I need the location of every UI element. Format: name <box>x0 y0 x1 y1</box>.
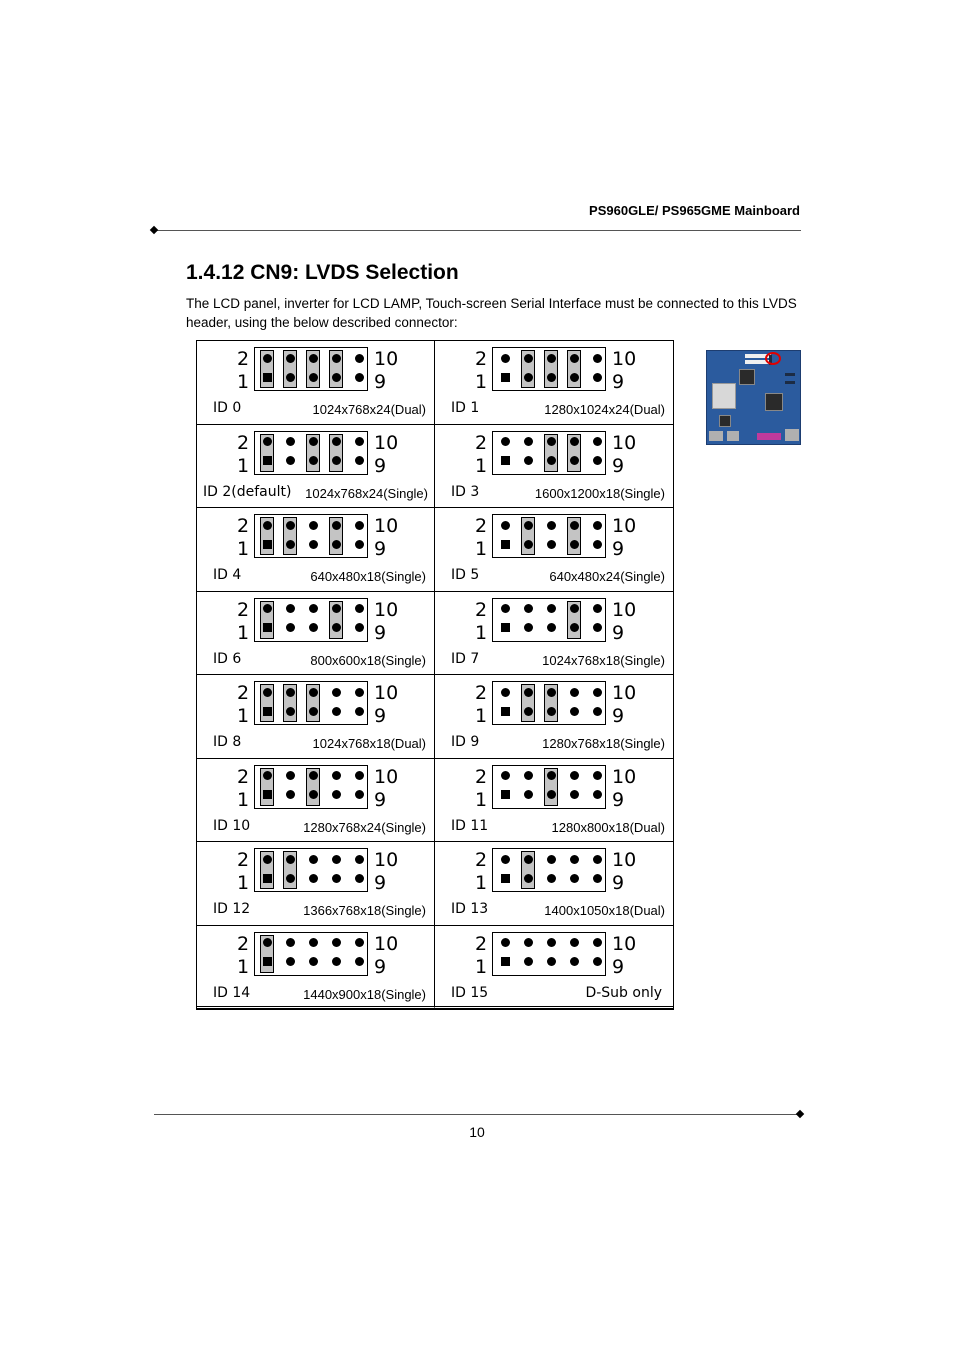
pin <box>524 707 533 716</box>
pin <box>570 540 579 549</box>
pin-label-10: 10 <box>612 849 637 871</box>
setting-id: ID 2(default) <box>203 483 292 500</box>
pin <box>524 456 533 465</box>
pin <box>263 771 272 780</box>
lvds-setting-cell <box>197 759 435 843</box>
pin <box>263 938 272 947</box>
pin <box>593 354 602 363</box>
pin <box>355 437 364 446</box>
pin <box>547 957 556 966</box>
pin <box>355 874 364 883</box>
setting-id: ID 0 <box>213 400 242 416</box>
setting-resolution: 1024x768x24(Dual) <box>312 402 426 417</box>
pin <box>547 354 556 363</box>
pin-label-2: 2 <box>475 849 488 871</box>
lvds-setting-cell <box>197 842 435 926</box>
pin <box>570 707 579 716</box>
setting-resolution: 1024x768x24(Single) <box>305 485 428 501</box>
pin <box>524 354 533 363</box>
lvds-setting-cell <box>435 926 673 1010</box>
pin-label-1: 1 <box>475 538 488 560</box>
pin-header-diagram <box>254 347 368 391</box>
lvds-setting-cell <box>435 842 673 926</box>
pin-label-9: 9 <box>374 872 387 894</box>
pin <box>547 688 556 697</box>
pin <box>501 855 510 864</box>
lvds-setting-cell <box>435 425 673 509</box>
pin <box>355 938 364 947</box>
pin <box>286 688 295 697</box>
pin-header-diagram <box>492 932 606 976</box>
pin <box>286 456 295 465</box>
lvds-setting-cell <box>435 341 673 425</box>
pin <box>524 938 533 947</box>
pin <box>524 373 533 382</box>
pin-label-10: 10 <box>612 348 637 370</box>
pin-label-1: 1 <box>237 955 250 978</box>
pin <box>332 874 341 883</box>
pin-header-diagram <box>492 347 606 391</box>
pin <box>501 354 510 363</box>
setting-resolution: 1280x768x24(Single) <box>303 819 426 835</box>
pin <box>570 623 579 632</box>
pin-1-square <box>263 957 272 966</box>
pin-header-diagram <box>254 681 368 725</box>
pin <box>547 623 556 632</box>
pin <box>355 957 364 966</box>
pin <box>570 354 579 363</box>
pin-label-2: 2 <box>237 598 250 621</box>
setting-resolution: 1024x768x18(Single) <box>542 652 665 668</box>
pin <box>547 456 556 465</box>
pin <box>570 373 579 382</box>
pin-label-1: 1 <box>475 454 488 477</box>
pin-1-square <box>501 456 510 465</box>
pin-label-10: 10 <box>612 598 637 621</box>
pin <box>332 623 341 632</box>
pin <box>570 855 579 864</box>
pin <box>332 604 341 613</box>
pin <box>355 604 364 613</box>
pin-label-1: 1 <box>237 705 250 727</box>
pin <box>332 855 341 864</box>
pin-header-diagram <box>254 848 368 892</box>
pin-label-2: 2 <box>475 598 488 621</box>
pin <box>593 771 602 780</box>
pin <box>332 456 341 465</box>
pin <box>286 437 295 446</box>
pin <box>524 540 533 549</box>
pin-header-diagram <box>254 598 368 642</box>
pin-1-square <box>263 373 272 382</box>
pin-label-9: 9 <box>374 621 387 644</box>
pin <box>547 540 556 549</box>
pin <box>355 855 364 864</box>
setting-id: ID 1 <box>451 400 480 416</box>
pin-label-2: 2 <box>475 515 488 537</box>
setting-id: ID 12 <box>213 901 251 917</box>
pin <box>286 623 295 632</box>
setting-resolution: 640x480x18(Single) <box>310 569 426 584</box>
pin <box>355 688 364 697</box>
pin-label-1: 1 <box>475 621 488 644</box>
pin <box>593 855 602 864</box>
pin <box>570 456 579 465</box>
pin <box>355 540 364 549</box>
pin <box>286 540 295 549</box>
pin <box>524 855 533 864</box>
pin-1-square <box>501 623 510 632</box>
pin <box>309 957 318 966</box>
lvds-setting-cell <box>197 675 435 759</box>
pin <box>524 688 533 697</box>
setting-id: ID 13 <box>451 901 489 917</box>
pin-label-2: 2 <box>237 348 250 370</box>
pin-header-diagram <box>492 848 606 892</box>
pin <box>570 790 579 799</box>
pin-label-2: 2 <box>237 765 250 788</box>
pin <box>593 688 602 697</box>
lvds-setting-cell <box>435 675 673 759</box>
pin-header-diagram <box>492 765 606 809</box>
lvds-setting-cell <box>435 759 673 843</box>
lvds-setting-cell <box>435 508 673 592</box>
pin <box>286 957 295 966</box>
pin-1-square <box>263 707 272 716</box>
pin <box>286 707 295 716</box>
pin <box>309 437 318 446</box>
pin <box>547 790 556 799</box>
pin <box>547 707 556 716</box>
pin <box>286 938 295 947</box>
pin-1-square <box>501 957 510 966</box>
pin <box>309 540 318 549</box>
pin-label-9: 9 <box>374 788 387 811</box>
pin <box>332 437 341 446</box>
lvds-setting-cell <box>197 508 435 592</box>
pin-label-10: 10 <box>612 431 637 454</box>
pin-label-10: 10 <box>374 431 399 454</box>
setting-id: ID 8 <box>213 734 242 750</box>
pin <box>593 437 602 446</box>
pin <box>570 604 579 613</box>
pin-1-square <box>263 790 272 799</box>
pin <box>524 771 533 780</box>
pin <box>332 790 341 799</box>
setting-resolution: 1280x1024x24(Dual) <box>544 402 665 417</box>
setting-resolution: 1024x768x18(Dual) <box>312 736 426 751</box>
pin-header-diagram <box>254 514 368 558</box>
pin <box>547 874 556 883</box>
pin-label-2: 2 <box>237 431 250 454</box>
pin <box>547 521 556 530</box>
pin <box>332 373 341 382</box>
pin <box>524 437 533 446</box>
pin <box>309 771 318 780</box>
pin <box>547 938 556 947</box>
header-title: PS960GLE/ PS965GME Mainboard <box>589 203 800 218</box>
setting-id: ID 7 <box>451 650 480 667</box>
setting-resolution: 800x600x18(Single) <box>310 652 426 668</box>
pin-label-1: 1 <box>475 955 488 978</box>
lvds-setting-cell <box>435 592 673 676</box>
pin-label-2: 2 <box>475 348 488 370</box>
pin-label-10: 10 <box>612 515 637 537</box>
pin <box>593 957 602 966</box>
pin <box>593 540 602 549</box>
section-title: 1.4.12 CN9: LVDS Selection <box>186 261 459 284</box>
pin <box>524 790 533 799</box>
pin <box>501 771 510 780</box>
pin <box>286 790 295 799</box>
pin-label-1: 1 <box>237 872 250 894</box>
pin <box>263 354 272 363</box>
setting-resolution: 1280x800x18(Dual) <box>551 819 665 835</box>
diamond-bullet-icon <box>796 1110 804 1118</box>
pin-header-diagram <box>492 514 606 558</box>
pin-1-square <box>501 874 510 883</box>
pin <box>309 623 318 632</box>
setting-resolution: 640x480x24(Single) <box>549 569 665 584</box>
pin-1-square <box>263 456 272 465</box>
setting-id: ID 4 <box>213 567 242 583</box>
pin <box>501 938 510 947</box>
pin-1-square <box>263 874 272 883</box>
pin <box>332 688 341 697</box>
pin-label-1: 1 <box>237 454 250 477</box>
pin-label-9: 9 <box>612 371 625 393</box>
pin-label-9: 9 <box>612 705 625 727</box>
lvds-setting-cell <box>197 341 435 425</box>
pin-label-2: 2 <box>237 932 250 955</box>
setting-resolution: 1280x768x18(Single) <box>542 736 665 751</box>
pin <box>524 521 533 530</box>
pin-header-diagram <box>492 681 606 725</box>
pin-1-square <box>501 373 510 382</box>
setting-resolution: D-Sub only <box>585 984 662 1001</box>
pin-label-10: 10 <box>374 515 399 537</box>
pin <box>332 938 341 947</box>
pin-1-square <box>501 790 510 799</box>
setting-resolution: 1440x900x18(Single) <box>303 986 426 1002</box>
pin <box>524 604 533 613</box>
pin <box>286 771 295 780</box>
pin <box>570 521 579 530</box>
pin <box>263 521 272 530</box>
pin <box>593 623 602 632</box>
setting-id: ID 15 <box>451 984 489 1001</box>
pin <box>286 521 295 530</box>
pin <box>332 771 341 780</box>
setting-resolution: 1400x1050x18(Dual) <box>544 903 665 918</box>
pin-label-10: 10 <box>612 765 637 788</box>
pin-label-2: 2 <box>237 682 250 704</box>
pin <box>309 354 318 363</box>
pin <box>263 688 272 697</box>
pin <box>547 855 556 864</box>
pin-label-1: 1 <box>475 872 488 894</box>
pin-label-2: 2 <box>237 515 250 537</box>
pin-header-diagram <box>492 598 606 642</box>
pin <box>286 604 295 613</box>
pin-1-square <box>501 707 510 716</box>
pin-label-1: 1 <box>237 788 250 811</box>
pin-1-square <box>501 540 510 549</box>
pin <box>501 521 510 530</box>
pin-label-2: 2 <box>475 765 488 788</box>
pin <box>547 604 556 613</box>
pin <box>570 771 579 780</box>
pin-label-10: 10 <box>612 682 637 704</box>
pin-label-2: 2 <box>475 431 488 454</box>
pin <box>355 623 364 632</box>
pin <box>286 874 295 883</box>
pin <box>309 688 318 697</box>
pin-label-9: 9 <box>612 955 625 978</box>
lvds-settings-table <box>196 340 674 1010</box>
pin <box>332 354 341 363</box>
pin-label-10: 10 <box>374 849 399 871</box>
pin <box>593 790 602 799</box>
pin-label-10: 10 <box>612 932 637 955</box>
pin-label-9: 9 <box>374 705 387 727</box>
pin-label-9: 9 <box>374 454 387 477</box>
pin <box>332 521 341 530</box>
lvds-setting-cell <box>197 425 435 509</box>
footer-rule <box>154 1114 802 1115</box>
pin-label-1: 1 <box>237 538 250 560</box>
pin-label-9: 9 <box>612 538 625 560</box>
pin-label-10: 10 <box>374 682 399 704</box>
pin-label-9: 9 <box>374 538 387 560</box>
pin-label-9: 9 <box>612 621 625 644</box>
pin <box>355 456 364 465</box>
diamond-bullet-icon <box>150 226 158 234</box>
pin <box>593 938 602 947</box>
mainboard-photo <box>706 350 801 445</box>
pin <box>593 707 602 716</box>
setting-resolution: 1600x1200x18(Single) <box>534 485 665 501</box>
pin-label-2: 2 <box>475 932 488 955</box>
pin-1-square <box>263 540 272 549</box>
setting-resolution: 1366x768x18(Single) <box>303 903 426 918</box>
pin <box>263 437 272 446</box>
pin <box>593 456 602 465</box>
pin <box>309 790 318 799</box>
pin <box>309 373 318 382</box>
pin-label-1: 1 <box>475 705 488 727</box>
pin <box>570 688 579 697</box>
pin <box>570 437 579 446</box>
pin-label-9: 9 <box>612 788 625 811</box>
pin-1-square <box>263 623 272 632</box>
pin <box>570 874 579 883</box>
pin <box>570 938 579 947</box>
setting-id: ID 10 <box>213 817 251 834</box>
pin <box>547 373 556 382</box>
pin <box>355 790 364 799</box>
pin <box>593 521 602 530</box>
pin-header-diagram <box>254 765 368 809</box>
pin <box>593 604 602 613</box>
pin <box>570 957 579 966</box>
pin <box>332 957 341 966</box>
pin-label-9: 9 <box>612 872 625 894</box>
pin <box>309 456 318 465</box>
pin <box>501 688 510 697</box>
pin-header-diagram <box>254 431 368 475</box>
pin-header-diagram <box>492 431 606 475</box>
pin <box>355 373 364 382</box>
setting-id: ID 3 <box>451 483 480 500</box>
lvds-setting-cell <box>197 926 435 1010</box>
page-number: 10 <box>469 1124 485 1140</box>
pin <box>593 373 602 382</box>
pin-label-2: 2 <box>475 682 488 704</box>
pin-label-2: 2 <box>237 849 250 871</box>
pin <box>286 354 295 363</box>
pin <box>309 855 318 864</box>
pin <box>524 957 533 966</box>
pin <box>547 437 556 446</box>
pin <box>332 707 341 716</box>
pin <box>309 874 318 883</box>
lvds-setting-cell <box>197 592 435 676</box>
pin <box>286 855 295 864</box>
pin <box>501 604 510 613</box>
pin <box>355 771 364 780</box>
pin-label-10: 10 <box>374 932 399 955</box>
pin <box>332 540 341 549</box>
pin-label-10: 10 <box>374 348 399 370</box>
pin <box>309 707 318 716</box>
setting-id: ID 11 <box>451 817 489 834</box>
setting-id: ID 14 <box>213 984 251 1001</box>
pin <box>593 874 602 883</box>
pin <box>524 623 533 632</box>
pin-label-10: 10 <box>374 598 399 621</box>
pin <box>263 855 272 864</box>
pin-label-9: 9 <box>374 955 387 978</box>
pin <box>355 707 364 716</box>
pin-label-1: 1 <box>237 371 250 393</box>
setting-id: ID 9 <box>451 734 480 750</box>
intro-text: The LCD panel, inverter for LCD LAMP, Touch-screen Serial Interface must be connected to this LVDS header, using the below described connector: <box>186 296 797 330</box>
pin-label-1: 1 <box>475 788 488 811</box>
setting-id: ID 5 <box>451 567 480 583</box>
pin-label-1: 1 <box>475 371 488 393</box>
pin-label-10: 10 <box>374 765 399 788</box>
pin <box>355 354 364 363</box>
pin <box>286 373 295 382</box>
pin-label-9: 9 <box>612 454 625 477</box>
pin <box>309 938 318 947</box>
pin <box>501 437 510 446</box>
pin-header-diagram <box>254 932 368 976</box>
pin <box>309 521 318 530</box>
header-rule <box>154 230 801 231</box>
setting-id: ID 6 <box>213 650 242 667</box>
cn9-location-marker <box>765 352 781 365</box>
pin <box>309 604 318 613</box>
pin <box>547 771 556 780</box>
pin <box>263 604 272 613</box>
pin <box>355 521 364 530</box>
pin-label-1: 1 <box>237 621 250 644</box>
pin-label-9: 9 <box>374 371 387 393</box>
pin <box>524 874 533 883</box>
